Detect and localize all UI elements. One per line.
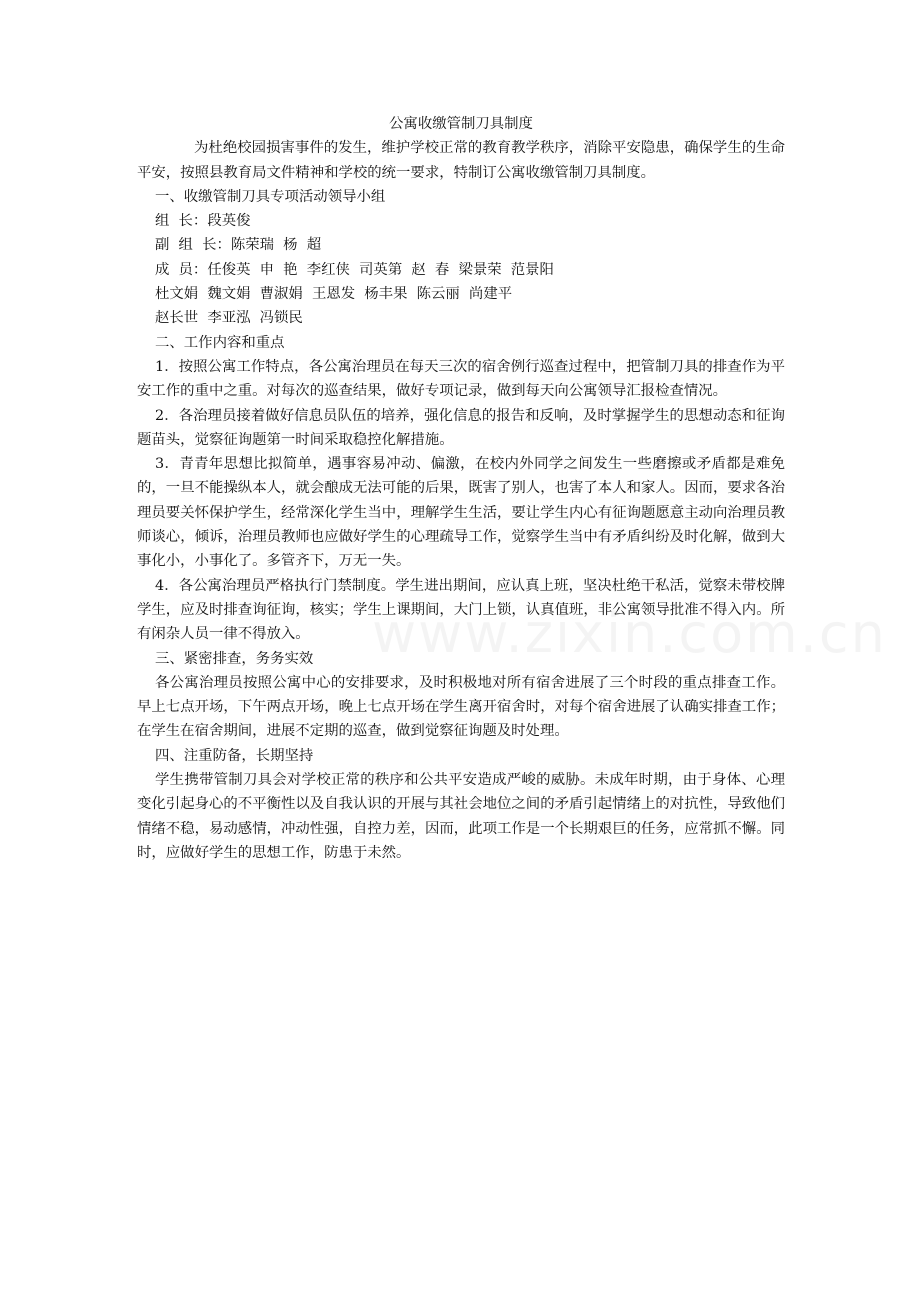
section3-paragraph: 各公寓治理员按照公寓中心的安排要求，及时积极地对所有宿舍进展了三个时段的重点排查工作。早上七点开场，下午两点开场，晚上七点开场在学生离开宿舍时，对每个宿舍进展了认确实排查工作；在学生在宿舍期间，进展不定期的巡查，做到觉察征询题及时处理。 xyxy=(137,674,785,740)
intro-paragraph: 为杜绝校园损害事件的发生，维护学校正常的教育教学秩序，消除平安隐患，确保学生的生命平安，按照县教育局文件精神和学校的统一要求，特制订公寓收缴管制刀具制度。 xyxy=(137,140,785,181)
leader-line: 组 长：段英俊 xyxy=(155,213,251,230)
members-line-1: 成 员：任俊英 申 艳 李红侠 司英第 赵 春 梁景荣 范景阳 xyxy=(155,261,554,278)
document-page xyxy=(137,112,785,865)
section4-heading: 四、注重防备，长期坚持 xyxy=(155,747,314,764)
members-line-3: 赵长世 李亚泓 冯锁民 xyxy=(155,310,303,327)
section2-heading: 二、工作内容和重点 xyxy=(155,334,285,351)
document-title: 公寓收缴管制刀具制度 xyxy=(389,116,533,132)
section1-heading: 一、收缴管制刀具专项活动领导小组 xyxy=(155,188,386,205)
deputy-leader-line: 副 组 长：陈荣瑞 杨 超 xyxy=(155,237,322,254)
item-2-paragraph: 2．各治理员接着做好信息员队伍的培养，强化信息的报告和反响，及时掌握学生的思想动态和征询题苗头，觉察征询题第一时间采取稳控化解措施。 xyxy=(137,407,785,448)
section4-paragraph: 学生携带管制刀具会对学校正常的秩序和公共平安造成严峻的威胁。未成年时期，由于身体、心理变化引起身心的不平衡性以及自我认识的开展与其社会地位之间的矛盾引起情绪上的对抗性，导致他们情绪不稳，易动感情，冲动性强，自控力差，因而，此项工作是一个长期艰巨的任务，应常抓不懈。同时，应做好学生的思想工作，防患于未然。 xyxy=(137,772,785,861)
item-3-paragraph: 3．青青年思想比拟简单，遇事容易冲动、偏激，在校内外同学之间发生一些磨擦或矛盾都是难免的，一旦不能操纵本人，就会酿成无法可能的后果，既害了别人，也害了本人和家人。因而，要求各治理员要关怀保护学生，经常深化学生当中，理解学生生活，要让学生内心有征询题愿意主动向治理员教师谈心，倾诉，治理员教师也应做好学生的心理疏导工作，觉察学生当中有矛盾纠纷及时化解，做到大事化小，小事化了。多管齐下，万无一失。 xyxy=(137,456,785,570)
section3-heading: 三、紧密排查，务务实效 xyxy=(155,650,314,667)
item-4-paragraph: 4．各公寓治理员严格执行门禁制度。学生进出期间，应认真上班，坚决杜绝干私活，觉察未带校牌学生，应及时排查询征询，核实；学生上课期间，大门上锁，认真值班，非公寓领导批准不得入内。所有闲杂人员一律不得放入。 xyxy=(137,577,785,643)
item-1-paragraph: 1．按照公寓工作特点，各公寓治理员在每天三次的宿舍例行巡查过程中，把管制刀具的排查作为平安工作的重中之重。对每次的巡查结果，做好专项记录，做到每天向公寓领导汇报检查情况。 xyxy=(137,358,785,400)
members-line-2: 杜文娟 魏文娟 曹淑娟 王恩发 杨丰果 陈云丽 尚建平 xyxy=(155,286,513,303)
